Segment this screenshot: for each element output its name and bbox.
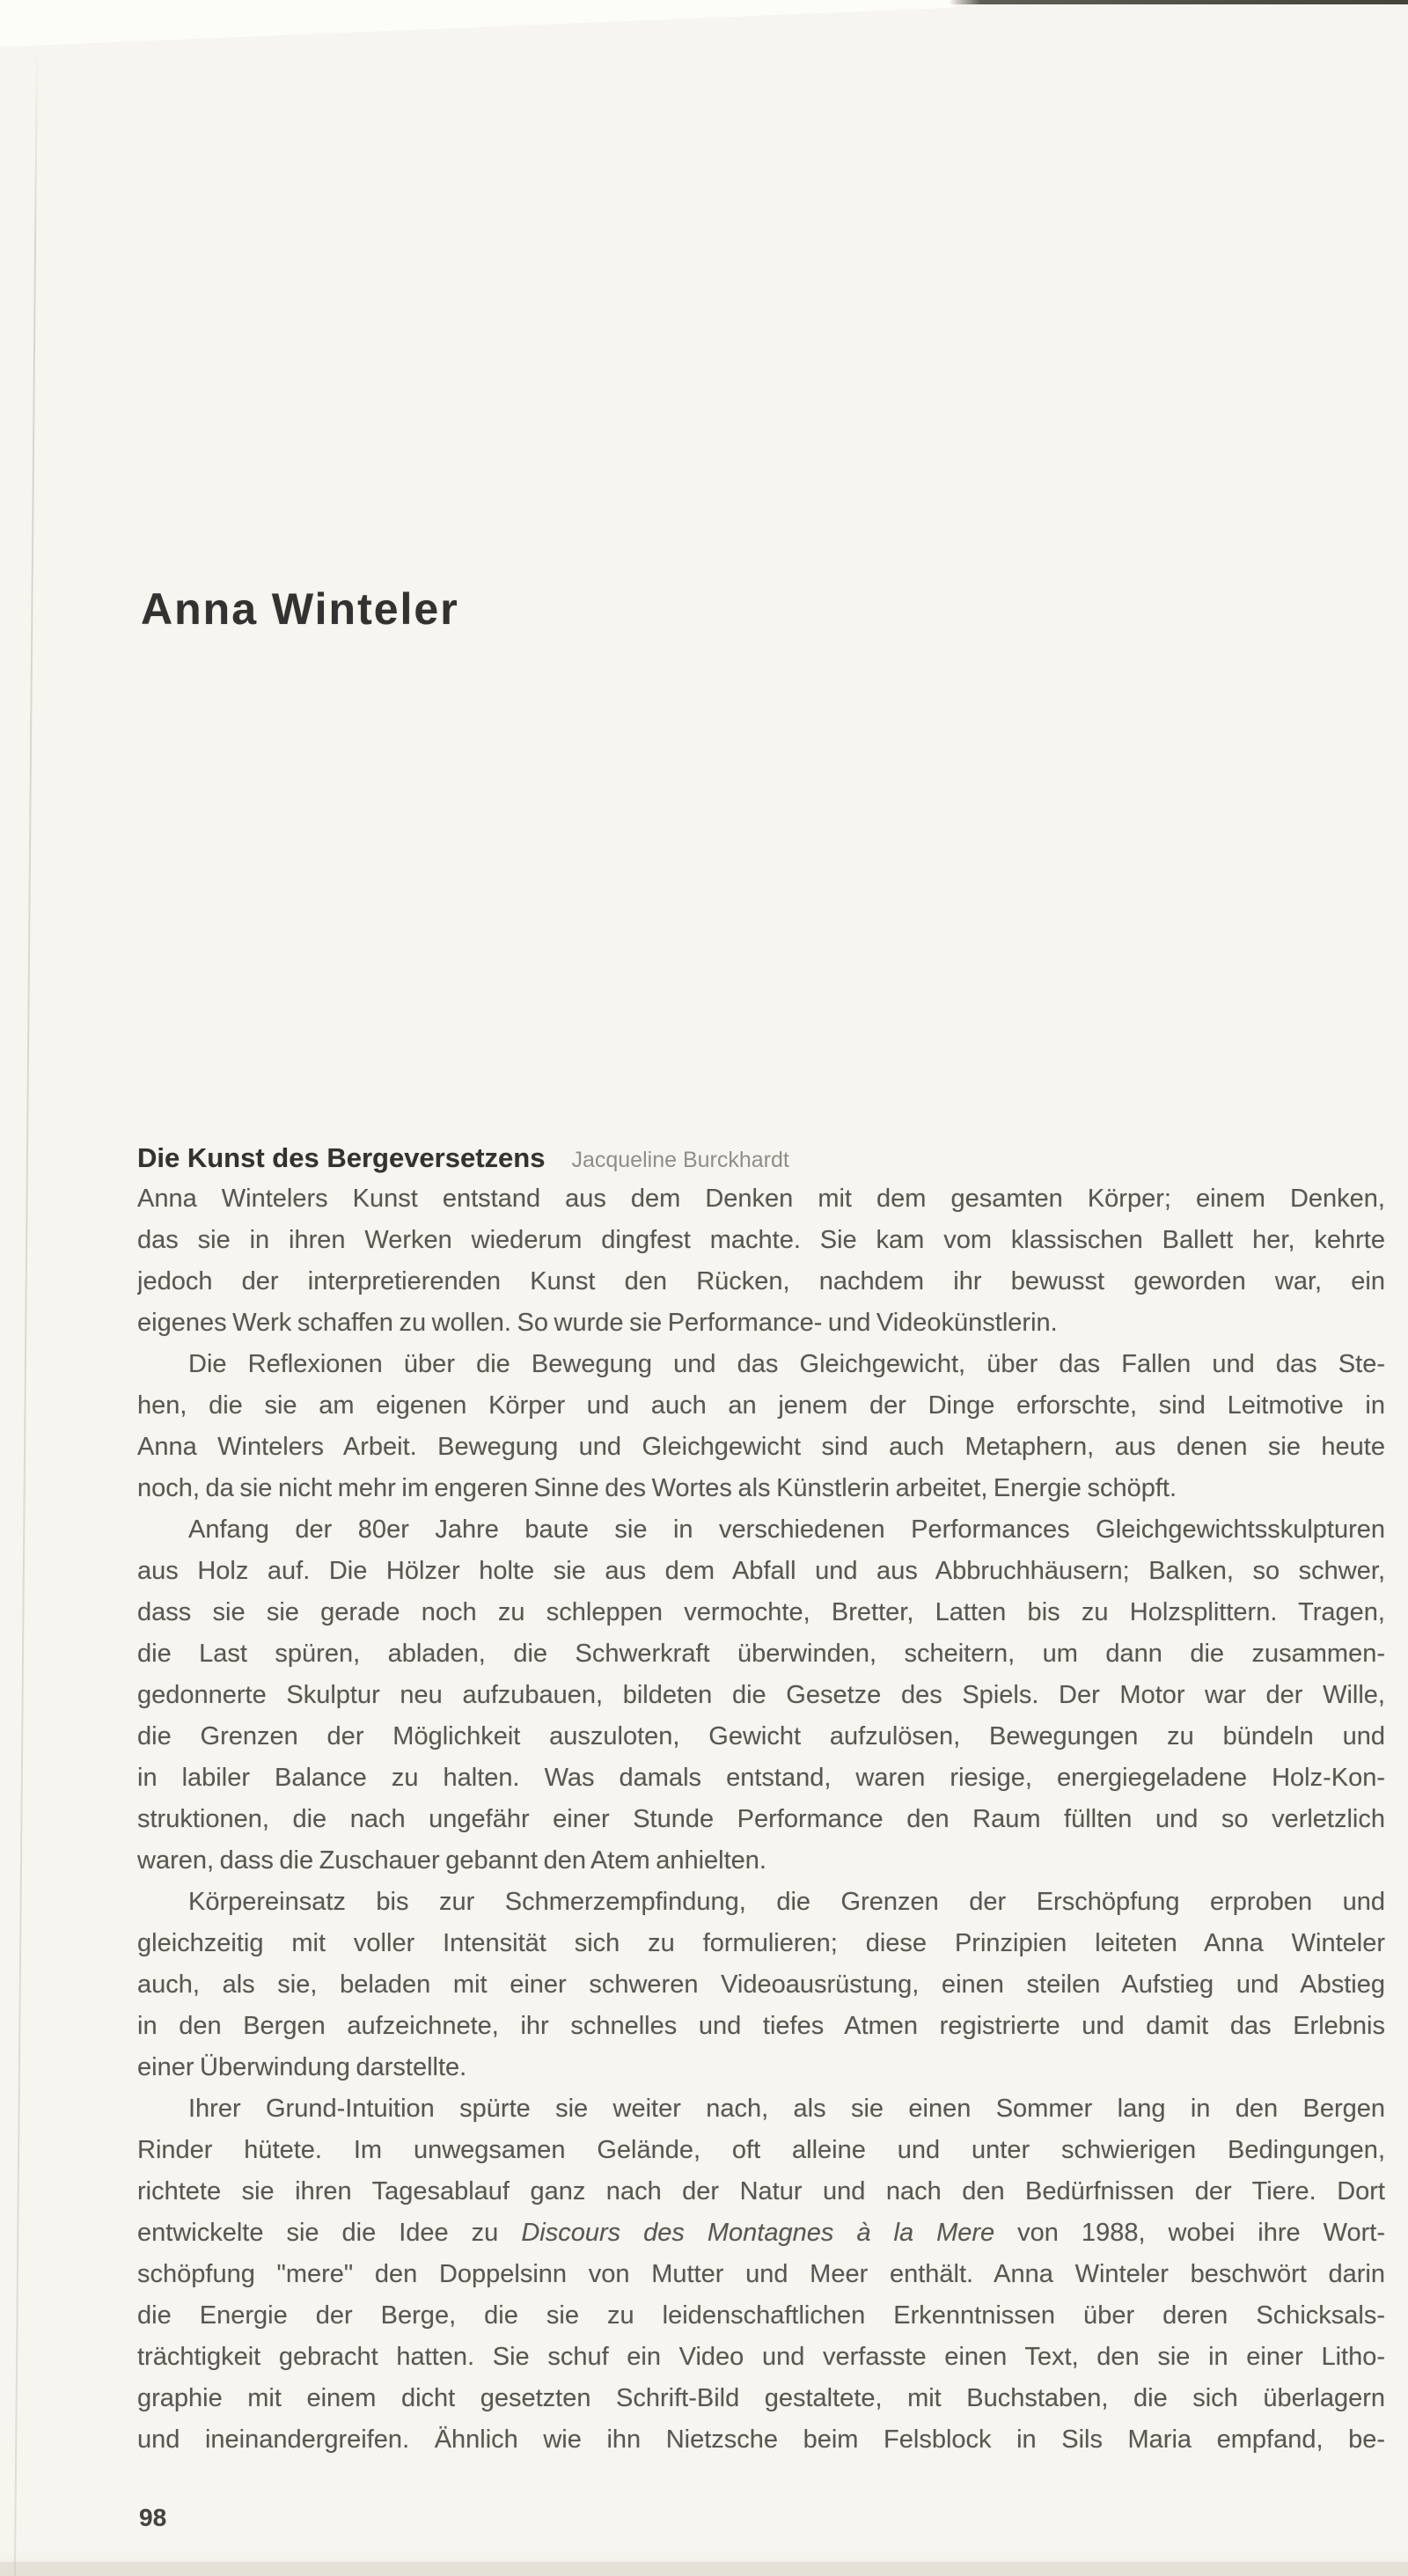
text-line: graphie mit einem dicht gesetzten Schrift-Bild gestaltete, mit Buchstaben, die sich überlagern — [137, 2384, 1385, 2412]
text-line: Anna Wintelers Kunst entstand aus dem Denken mit dem gesamten Körper; einem Denken, — [137, 1185, 1385, 1213]
scan-left-crease-line — [14, 46, 38, 2576]
text-line: Anna Wintelers Arbeit. Bewegung und Gleichgewicht sind auch Metaphern, aus denen sie heute — [137, 1433, 1385, 1461]
text-line: Anfang der 80er Jahre baute sie in verschiedenen Performances Gleichgewichtsskulpturen — [188, 1516, 1385, 1544]
text-line: Körpereinsatz bis zur Schmerzempfindung, die Grenzen der Erschöpfung erproben und — [188, 1888, 1385, 1916]
text-line: die Energie der Berge, die sie zu leidenschaftlichen Erkenntnissen über deren Schicksals- — [137, 2301, 1385, 2330]
paragraph — [137, 1344, 1385, 1509]
article-heading-row — [137, 1137, 1385, 1178]
page-number: 98 — [139, 2504, 167, 2531]
article-paragraphs — [137, 1178, 1385, 2461]
text-line: eigenes Werk schaffen zu wollen. So wurde sie Performance- und Videokünstlerin. — [137, 1309, 1058, 1337]
text-line: in labiler Balance zu halten. Was damals entstand, waren riesige, energiegeladene Holz-Kon- — [137, 1764, 1385, 1792]
text-line: Rinder hütete. Im unwegsamen Gelände, oft alleine und unter schwierigen Bedingungen, — [137, 2136, 1385, 2164]
text-line: Ihrer Grund-Intuition spürte sie weiter nach, als sie einen Sommer lang in den Bergen — [188, 2095, 1385, 2123]
text-line: struktionen, die nach ungefähr einer Stunde Performance den Raum füllten und so verletzlich — [137, 1805, 1385, 1833]
text-line: noch, da sie nicht mehr im engeren Sinne des Wortes als Künstlerin arbeitet, Energie schöpft. — [137, 1474, 1177, 1502]
text-segment: entwickelte sie die Idee zu — [137, 2219, 522, 2247]
article-author: Jacqueline Burckhardt — [571, 1148, 789, 1172]
text-line: aus Holz auf. Die Hölzer holte sie aus dem Abfall und aus Abbruchhäusern; Balken, so schwer, — [137, 1557, 1385, 1585]
scan-top-shadow-strip — [949, 0, 1408, 4]
text-line: dass sie sie gerade noch zu schleppen vermochte, Bretter, Latten bis zu Holzsplittern. Tragen, — [137, 1598, 1385, 1626]
text-line: gleichzeitig mit voller Intensität sich zu formulieren; diese Prinzipien leiteten Anna Winteler — [137, 1929, 1385, 1957]
paragraph — [137, 2088, 1385, 2461]
paragraph — [137, 1882, 1385, 2088]
article-body — [137, 1137, 1385, 2461]
paragraph — [137, 1178, 1385, 1344]
text-line: die Last spüren, abladen, die Schwerkraft überwinden, scheitern, um dann die zusammen- — [137, 1640, 1385, 1668]
text-line: auch, als sie, beladen mit einer schweren Videoausrüstung, einen steilen Aufstieg und Abstieg — [137, 1971, 1385, 1999]
text-line: trächtigkeit gebracht hatten. Sie schuf ein Video und verfasste einen Text, den sie in einer Litho- — [137, 2343, 1385, 2371]
text-line: das sie in ihren Werken wiederum dingfest machte. Sie kam vom klassischen Ballett her, kehrte — [137, 1226, 1385, 1254]
text-line: richtete sie ihren Tagesablauf ganz nach der Natur und nach den Bedürfnissen der Tiere. Dort — [137, 2177, 1385, 2205]
text-line: hen, die sie am eigenen Körper und auch an jenem der Dinge erforschte, sind Leitmotive in — [137, 1391, 1385, 1420]
paragraph — [137, 1509, 1385, 1882]
text-line: einer Überwindung darstellte. — [137, 2053, 467, 2081]
text-line: in den Bergen aufzeichnete, ihr schnelles und tiefes Atmen registrierte und damit das Erlebnis — [137, 2012, 1385, 2040]
text-line: waren, dass die Zuschauer gebannt den Atem anhielten. — [137, 1846, 766, 1875]
text-line: die Grenzen der Möglichkeit auszuloten, Gewicht aufzulösen, Bewegungen zu bündeln und — [137, 1722, 1385, 1750]
scan-top-edge-highlight — [0, 0, 955, 51]
page-title: Anna Winteler — [141, 584, 459, 634]
scan-bottom-shadow-band — [0, 2562, 1408, 2576]
article-heading: Die Kunst des Bergeversetzens — [137, 1142, 546, 1173]
text-line: gedonnerte Skulptur neu aufzubauen, bildeten die Gesetze des Spiels. Der Motor war der Wille, — [137, 1681, 1385, 1709]
text-line: schöpfung "mere" den Doppelsinn von Mutter und Meer enthält. Anna Winteler beschwört darin — [137, 2260, 1385, 2288]
italic-work-title: Discours des Montagnes à la Mere — [521, 2219, 995, 2247]
text-segment: von 1988, wobei ihre Wort- — [994, 2219, 1385, 2247]
text-line — [137, 2213, 1385, 2254]
text-line: und ineinandergreifen. Ähnlich wie ihn Nietzsche beim Felsblock in Sils Maria empfand, be- — [137, 2426, 1385, 2454]
text-line: Die Reflexionen über die Bewegung und das Gleichgewicht, über das Fallen und das Ste- — [188, 1350, 1385, 1378]
text-line: jedoch der interpretierenden Kunst den Rücken, nachdem ihr bewusst geworden war, ein — [137, 1267, 1385, 1295]
